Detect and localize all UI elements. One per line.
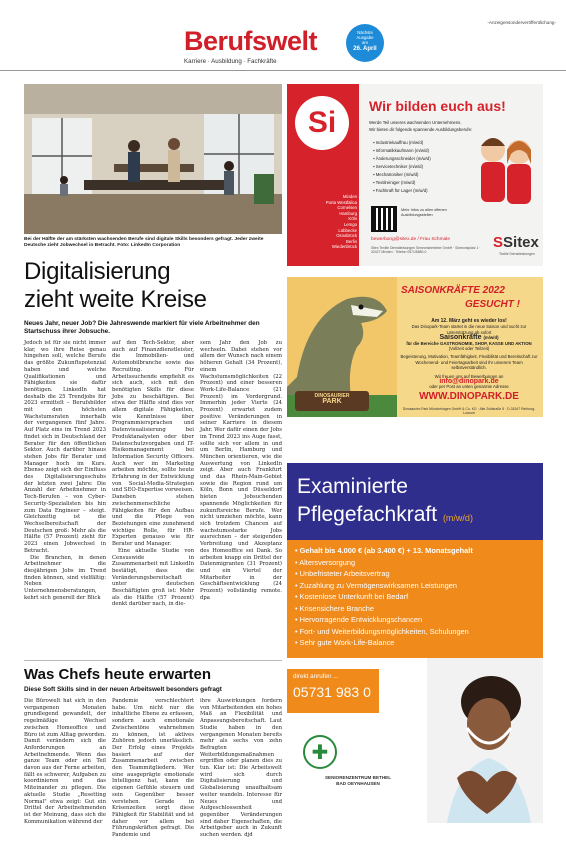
badge-date: 26. April bbox=[353, 46, 377, 52]
column-text: Eine aktuelle Studie von Censuswide in Zusammenarbeit mit LinkedIn bestätigt, dass die Veränderungsbereitschaft unter deutschen Beschäftigten groß ist: Mehr als die Hälfte (57 Prozent) denkt darüber nach, in die- bbox=[112, 547, 194, 608]
qr-code bbox=[371, 206, 397, 232]
article-column bbox=[112, 340, 194, 640]
job-item: ▪ Servicetechniker (m/w/d) bbox=[373, 164, 423, 169]
ad3-title2: Pflegefachkraft (m/w/d) bbox=[297, 503, 473, 526]
benefit-item: • Unbefristeter Arbeitsvertrag bbox=[295, 569, 390, 578]
location: Hamburg bbox=[339, 210, 357, 216]
article-column: Pandemie verschlechtert habe. Um nicht nur die inhaltliche Ebene zu erfassen, sondern auch emotionale Zwischentöne wahrnehmen zu können, ist aktives Zuhören jedoch unerlässlich. Der Erfolg eines Projekts basiert auf der Zusammenarbeit zwischen den Teammitgliedern. Wer eine ausgeprägte emotionale Intelligenz hat, kann die eigenen Gefühle steuern und sein Gegenüber besser verstehen. Gerade in Krisenzeiten sorgt diese Fähigkeit für Stabilität und ist daher vor allem bei Führungskräften gefragt. Die Pandemie und bbox=[112, 698, 194, 839]
cartoon-characters-image bbox=[473, 128, 539, 208]
benefit-item: • Zuzahlung zu Vermögenswirksamen Leistungen bbox=[295, 580, 458, 590]
badge-line: Ausgabe bbox=[356, 35, 374, 40]
location: Lemgo bbox=[343, 221, 357, 227]
bethel-logo-icon: ✚ bbox=[303, 735, 337, 769]
location: Porta Westfalica bbox=[325, 199, 357, 205]
ad-dinopark bbox=[287, 277, 543, 417]
benefits-list bbox=[287, 540, 543, 658]
job-list bbox=[373, 139, 431, 195]
benefit-item: • Kostenlose Unterkunft bei Bedarf bbox=[295, 592, 409, 601]
column-text: Jedoch ist für sie nicht immer klar, wo ihre Reise genau hingehen soll, welche Berufe das größte Zukunftspotenzial haben und welche Qualifikationen und Fähigkeiten sie dafür benötigen. LinkedIn hat deshalb die 25 Trendjobs für 2023 ermittelt – Berufsbilder mit den höchsten Wachstumsraten innerhalb der vergangenen fünf Jahre. Auf Platz eins im Trend 2023 findet sich in Deutschland der Berater für den öffentlichen Sektor. Auch darüber hinaus stehen Jobs für Berater und Manager hoch im Kurs. Ebenso zeigt sich der Einfluss des Digitalisierungsschubs der letzten zwei Jahre: Die Anzahl der Arbeitnehmer in Tech-Berufen – von Cyber-Security-Spezialisten bis hin zum Data Engineer – steigt. Gleichzeitig ist die Wechselbereitschaft der Deutschen groß: Mehr als die Hälfte (57 Prozent) zieht für 2023 einen Jobwechsel in Betracht. bbox=[24, 340, 106, 554]
call-box bbox=[287, 669, 379, 713]
sitex-brand-sub: Textile Dienstleistungen bbox=[499, 252, 535, 256]
benefit-item: • Sehr gute Work-Life-Balance bbox=[295, 638, 395, 647]
ad1-title: Wir bilden euch aus! bbox=[369, 98, 506, 114]
header-rule bbox=[0, 70, 566, 71]
article-column: ihre Auswirkungen fordern von Mitarbeitenden ein hohes Maß an Flexibilität und Anpassungsbereitschaft. Laut Studie haben in den vergangenen Monaten bereits mehr als sechs von zehn Befragten Weiterbildungsmaßnahmen ergriffen oder planen dies zu tun. Klar ist: Die Arbeitswelt wird sich durch Digitalisierung und Globalisierung unaufhaltsam weiter wandeln. Interesse für Neues und Aufgeschlossenheit gegenüber Veränderungen sind daher Eigenschaften, die Arbeitgeber auch in Zukunft suchen werden. djd bbox=[200, 698, 282, 839]
badge-line: Nächste bbox=[357, 30, 373, 35]
ad1-intro: Werde Teil unseres wachsenden Unternehmens. bbox=[369, 120, 462, 125]
job-item: ▪ Mechatroniker (m/w/d) bbox=[373, 172, 419, 177]
headline-line: Digitalisierung bbox=[24, 258, 171, 285]
article-lead: Neues Jahr, neuer Job? Die Jahreswende markiert für viele Arbeitnehmer den Startschuss ihrer Jobsuche. bbox=[24, 320, 260, 335]
office-photo bbox=[24, 84, 282, 234]
job-item: ▪ Industriekauffrau (m/w/d) bbox=[373, 140, 424, 145]
ad1-address: Sitex Textile Dienstleistungen Simeonsbetriebe GmbH · Simeonsplatz 1 · 32427 Minden · Telefon 0571/8880-0 bbox=[371, 246, 481, 255]
phone-number[interactable]: 05731 983 0 bbox=[293, 684, 371, 700]
benefit-item: • Krisensichere Branche bbox=[295, 603, 375, 613]
job-item: ▪ Fachkraft für Lager (m/w/d) bbox=[373, 188, 428, 193]
call-label: direkt anrufen ... bbox=[293, 673, 339, 680]
section-title: Berufswelt bbox=[184, 26, 318, 56]
job-item: ▪ Informatikkaufmann (m/w/d) bbox=[373, 148, 429, 153]
article-divider bbox=[24, 660, 282, 661]
qr-text: Mehr Infos zu allen offenen Ausbildungsstellen bbox=[401, 208, 447, 217]
article-column: Die Bürowelt hat sich in den vergangenen Monaten grundlegend gewandelt, der regelmäßige Wechsel zwischen Homeoffice und Büro ist zum Alltag geworden. Damit verändern sich die Anforderungen an Arbeitnehmende. Wenn das ganze Team oder ein Teil davon aus der Ferne arbeiten, fällt es schwerer, Aufgaben zu koordinieren und das Miteinander zu pflegen. Die aktuelle Studie „Resetting Normal" etwa zeigt: Gut ein Drittel der Arbeitnehmenden ist der Meinung, dass sich die Kommunikation während der bbox=[24, 698, 106, 825]
benefit-item: • Fort- und Weiterbildungsmöglichkeiten, Schulungen bbox=[295, 626, 469, 636]
headline-line: zieht weite Kreise bbox=[24, 286, 207, 313]
job-item: ▪ Textilreiniger (m/w/d) bbox=[373, 180, 416, 185]
job-item: ▪ Änderungsschneider (m/w/d) bbox=[373, 156, 431, 161]
article2-headline: Was Chefs heute erwarten bbox=[24, 666, 211, 683]
ad2-body: Am 12. März geht es wieder los! Das Dinopark-Team startet in die neue Saison und sucht zur Unterstützung ab sofort Saisonkräfte (m/w/d) für die Bereiche GASTRONOMIE, SHOP, KASSE UND AKTION (Vollzeit oder Teilzeit) Begeisterung, Motivation, Teamfähigkeit, Flexibilität und Bereitschaft zur Wochenend- und Feiertagsarbeit sind Ihr unserem Team selbstverständlich. Wir freuen uns auf Bewerbungen an info@dinopark.de oder per Post an unten genannte Adresse bbox=[400, 318, 538, 390]
ad3-title: Examinierte bbox=[297, 475, 408, 498]
ad1-email: bewerbung@sitex.de / Frau Schmale bbox=[371, 237, 450, 242]
location: Wiedenbrück bbox=[331, 244, 357, 250]
sitex-logo-icon: Si bbox=[295, 96, 349, 150]
location: Cornelsen bbox=[337, 205, 357, 211]
location: Lübbecke bbox=[338, 227, 357, 233]
ad2-url: WWW.DINOPARK.DE bbox=[419, 391, 519, 402]
column-text: auf den Tech-Sektor, aber auch auf Finanzdienstleister, die Immobilien- und Automobilbranche sowie das Recruiting. Für Arbeitssuchende empfiehlt es sich auch, sich mit den benötigten Skills für diese Jobs zu beschäftigen. Bei etwa der Hälfte sind dies vor allem digitale Fähigkeiten, wie Kenntnisse über Programmiersprachen und Datenvisualisierung bei Produktanalysten oder über Datenschutzvorgaben und IT-Risikomanagement bei Information Security Officers. Auch wer im Marketing arbeiten möchte, sollte heute Erfahrung in der Entwicklung von Social-Media-Strategien und SEO-Expertise vorweisen. Daneben stehen zwischenmenschliche Fähigkeiten für den Aufbau und die Pflege von Beziehungen eine zunehmend wichtige Rolle, für HR-Experten genauso wie für Berater und Manager. bbox=[112, 340, 195, 548]
location: Osnabrück bbox=[336, 233, 357, 239]
article-column bbox=[24, 340, 106, 640]
article-column: sem Jahr den Job zu wechseln. Dabei stehen vor allem der Wunsch nach einem höheren Gehalt (34 Prozent), einem Wachstumsmöglichkeiten (22 Prozent) und einer besseren Work-Life-Balance (21 Prozent) im Vordergrund. Immerhin jeder Vierte (24 Prozent) erwartet zudem positive Veränderungen in seiner Karriere in diesem Jahr. Wer dafür einen der Jobs im Trend 2023 ins Auge fasst, sollte sich vor allem in und um Berlin, Hamburg und München orientieren, wie die Auswertung von LinkedIn zeigt. Aber auch Frankfurt und das Rhein-Main-Gebiet sowie die Region rund um Köln, Bonn und Düsseldorf bieten Jobsuchenden spannende Möglichkeiten für zukunftsreiche Berufe. Wer nicht umziehen möchte, kann sich trotzdem Chancen auf wachstumsstarke Jobs ausrechnen – der steigenden Verbreitung und Akzeptanz des Homeoffice sei Dank. So arbeiten knapp ein Drittel der Datenmigranten (31 Prozent) und ein Viertel der Mitarbeiter in der Geschäftsentwicklung (24 Prozent) vollständig remote. dpa bbox=[200, 340, 282, 601]
benefit-item: • Altersversorgung bbox=[295, 557, 356, 567]
photo-caption: Bei der Hälfte der am stärksten wachsenden Berufe sind digitale Skills besonders gefragt. Jeder zweite Deutsche zieht Jobwechsel in Betracht. Foto: LinkedIn Corporation bbox=[24, 237, 264, 248]
supplement-label: -Anzeigensonderveröffentlichung- bbox=[487, 20, 556, 25]
location: Berlin bbox=[346, 238, 357, 244]
ad2-footer: Dinosaurier-Park Münchehagen GmbH & Co. KG · Alte Zollstraße 5 · D-31547 Rehburg-Loccum bbox=[402, 407, 536, 415]
org-name: SENIORENZENTRUM BETHEL BAD OEYNHAUSEN bbox=[324, 775, 392, 786]
location: Minden bbox=[342, 194, 357, 199]
location: Köln bbox=[348, 216, 357, 222]
column-text: Die Branchen, in denen Arbeitnehmer die diesjährigen Jobs im Trend finden können, sind vielfältig: Neben Unternehmensberatungen, kehrt sich generell der Blick bbox=[24, 554, 106, 601]
ad-pflege bbox=[287, 463, 543, 823]
article-headline bbox=[24, 258, 207, 314]
next-issue-badge bbox=[346, 24, 384, 62]
locations-list bbox=[289, 194, 357, 250]
benefit-item: • Hervorragende Entwicklungschancen bbox=[295, 615, 423, 624]
section-subtitle: Karriere · Ausbildung · Fachkräfte bbox=[184, 58, 277, 65]
ad2-title: SAISONKRÄFTE 2022 bbox=[401, 285, 505, 296]
article2-lead: Diese Soft Skills sind in der neuen Arbeitswelt besonders gefragt bbox=[24, 686, 222, 693]
ad2-title2: GESUCHT ! bbox=[465, 299, 520, 310]
benefit-item: • Gehalt bis 4.000 € (ab 3.400 €) + 13. Monatsgehalt bbox=[295, 546, 473, 555]
ad1-intro: Wir bieten dir folgende spannende Ausbildungsberufe: bbox=[369, 127, 473, 132]
dinopark-logo: DINOSAURIER PARK bbox=[295, 391, 369, 411]
nurse-photo bbox=[427, 658, 543, 823]
ad-sitex bbox=[287, 84, 543, 266]
badge-line: am bbox=[362, 40, 368, 45]
sitex-brand: SSitex bbox=[493, 234, 539, 251]
